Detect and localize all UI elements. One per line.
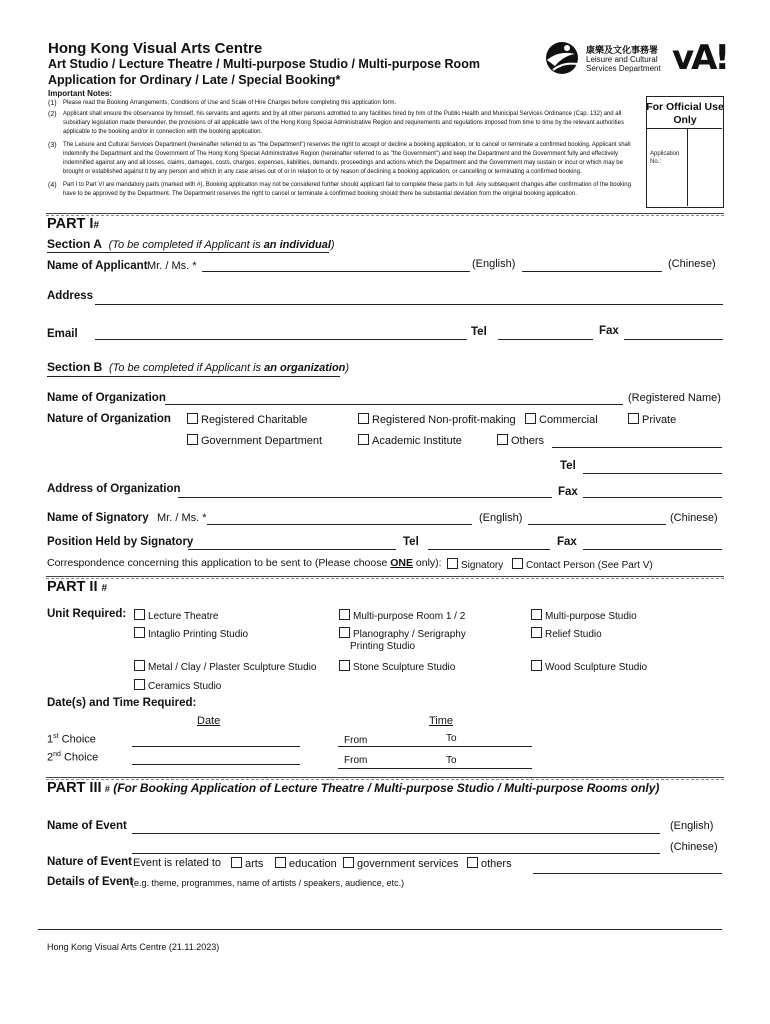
english-label: (English) [472,258,516,270]
lcsd-logo-icon [541,40,583,76]
event-education[interactable]: education [275,857,337,870]
org-tel-field[interactable] [583,473,722,474]
unit-planography-studio-line2: Printing Studio [350,641,416,652]
nature-private[interactable]: Private [628,413,676,426]
official-use-title: For Official Use [646,101,724,113]
event-english-label: (English) [670,820,714,832]
first-choice-from-label: From [344,735,368,746]
org-tel-label: Tel [560,460,576,472]
organization-name-field[interactable] [165,404,623,405]
applicant-name-english-field[interactable] [202,271,470,272]
footer-text: Hong Kong Visual Arts Centre (21.11.2023) [47,942,220,952]
unit-wood-studio[interactable]: Wood Sculpture Studio [531,660,647,673]
lcsd-logo-zh: 康樂及文化事務署 [586,45,659,55]
checkbox-icon[interactable] [531,660,542,671]
first-choice-date-field[interactable] [132,746,300,747]
event-name-english-field[interactable] [132,833,660,834]
checkbox-icon[interactable] [358,413,369,424]
unit-ceramics-studio[interactable]: Ceramics Studio [134,679,221,692]
correspondence-label: Correspondence concerning this application to be sent to (Please choose ONE only): [47,557,442,569]
nature-others[interactable]: Others [497,434,544,447]
event-arts[interactable]: arts [231,857,263,870]
org-fax-field[interactable] [583,497,722,498]
signatory-chinese-label: (Chinese) [670,512,718,524]
event-others-field[interactable] [533,873,722,874]
unit-mp-room[interactable]: Multi-purpose Room 1 / 2 [339,609,465,622]
email-field[interactable] [95,339,467,340]
application-no-label: Application [650,151,680,157]
first-choice-time-field[interactable] [338,746,532,747]
signatory-name-label: Name of Signatory [47,512,149,524]
first-choice-label: 1st Choice [47,733,96,746]
form-title: Hong Kong Visual Arts Centre [48,40,263,57]
vac-logo: vA! [672,38,727,78]
signatory-fax-field[interactable] [583,549,722,550]
event-others[interactable]: others [467,857,512,870]
nature-others-field[interactable] [552,447,722,448]
section-rule [46,576,724,579]
email-label: Email [47,328,78,340]
lcsd-logo-en-line2: Services Department [586,64,661,73]
applicant-title-label: Mr. / Ms. * [147,260,197,272]
part-2-heading: PART II # [47,579,108,595]
checkbox-icon[interactable] [231,857,242,868]
unit-metal-clay-plaster-studio[interactable]: Metal / Clay / Plaster Sculpture Studio [134,660,316,673]
checkbox-icon[interactable] [512,558,523,569]
checkbox-icon[interactable] [531,609,542,620]
unit-relief-studio[interactable]: Relief Studio [531,627,602,640]
address-label: Address [47,290,94,302]
event-chinese-label: (Chinese) [670,841,718,853]
event-name-chinese-field[interactable] [132,853,660,854]
correspond-signatory[interactable]: Signatory [447,558,503,571]
dates-required-label: Date(s) and Time Required: [47,697,197,709]
section-a-underline [47,252,329,253]
unit-intaglio-studio[interactable]: Intaglio Printing Studio [134,627,248,640]
organization-name-label: Name of Organization [47,392,166,404]
event-government-services[interactable]: government services [343,857,459,870]
signatory-tel-label: Tel [403,536,419,548]
fax-field[interactable] [624,339,723,340]
signatory-english-label: (English) [479,512,523,524]
note-item: (3) The Leisure and Cultural Services Department (hereinafter referred to as "the Department") reserves the right to accept or decline a booking application, or to cancel or terminate a confirmed booking. Applicant shall indemnify the Department and the Government of The Hong Kong Special Administrative Region (hereinafter referred to as "the Government") and keep the Department and the Government fully and effectively indemnified against any and all losses, claims, damages, costs, charges, expenses, liabilities, demands, proceedings and actions which the Department and the Government may sustain or incur or which may be brought or established against it by any person and which in any case arises out of or in relation to or by reason of declining a booking application, or cancelling or terminating a confirmed booking. [48,142,631,175]
section-b-underline [47,376,340,377]
second-choice-label: 2nd Choice [47,751,99,764]
org-fax-label: Fax [558,486,578,498]
checkbox-icon[interactable] [628,413,639,424]
lcsd-logo-en-line1: Leisure and Cultural [586,55,658,64]
note-item: (1) Please read the Booking Arrangements, Conditions of Use and Scale of Hire Charges before completing this application form. [48,100,397,107]
signatory-tel-field[interactable] [428,549,550,550]
checkbox-icon[interactable] [275,857,286,868]
checkbox-icon[interactable] [531,627,542,638]
unit-mp-studio[interactable]: Multi-purpose Studio [531,609,637,622]
checkbox-icon[interactable] [447,558,458,569]
checkbox-icon[interactable] [339,609,350,620]
nature-registered-nonprofit[interactable]: Registered Non-profit-making [358,413,516,426]
checkbox-icon[interactable] [187,413,198,424]
section-a-heading: Section A (To be completed if Applicant is an individual) [47,237,335,251]
checkbox-icon[interactable] [525,413,536,424]
second-choice-date-field[interactable] [132,764,300,765]
form-subtitle-booking: Application for Ordinary / Late / Special Booking* [48,73,341,87]
form-subtitle-facilities: Art Studio / Lecture Theatre / Multi-purpose Studio / Multi-purpose Room [48,57,480,71]
checkbox-icon[interactable] [467,857,478,868]
position-label: Position Held by Signatory [47,536,194,548]
checkbox-icon[interactable] [497,434,508,445]
event-details-label: Details of Event [47,876,134,888]
checkbox-icon[interactable] [134,627,145,638]
nature-academic-institute[interactable]: Academic Institute [358,434,462,447]
event-related-label: Event is related to [133,857,222,869]
signatory-name-chinese-field[interactable] [528,524,666,525]
event-name-label: Name of Event [47,820,127,832]
official-use-divider [687,128,688,206]
checkbox-icon[interactable] [343,857,354,868]
notes-title: Important Notes: [48,89,112,98]
unit-lecture-theatre[interactable]: Lecture Theatre [134,609,218,622]
checkbox-icon[interactable] [339,627,350,638]
second-choice-to-label: To [446,755,457,766]
organization-address-label: Address of Organization [47,483,181,495]
unit-stone-studio[interactable]: Stone Sculpture Studio [339,660,455,673]
checkbox-icon[interactable] [134,660,145,671]
organization-address-field[interactable] [178,497,552,498]
organization-nature-label: Nature of Organization [47,413,171,425]
checkbox-icon[interactable] [134,609,145,620]
part-1-heading: PART I# [47,216,100,232]
section-b-heading: Section B (To be completed if Applicant is an organization) [47,360,350,374]
nature-commercial[interactable]: Commercial [525,413,598,426]
checkbox-icon[interactable] [187,434,198,445]
application-no-label-2: No.: [650,159,662,165]
checkbox-icon[interactable] [358,434,369,445]
position-field[interactable] [188,549,396,550]
applicant-name-chinese-field[interactable] [522,271,662,272]
correspond-contact-person[interactable]: Contact Person (See Part V) [512,558,653,571]
official-use-divider [646,128,722,129]
nature-registered-charitable[interactable]: Registered Charitable [187,413,307,426]
signatory-name-english-field[interactable] [207,524,472,525]
tel-label: Tel [471,326,487,338]
note-item: (2) Applicant shall ensure the observance by himself, his servants and agents and by all other persons admitted to any facilities hired by him of the Public Health and Municipal Services Ordinance (Cap. 132) and all subsidiary legislation made thereunder, the provisions of all applicable laws of the Hong Kong Special Administrative Region and requirements and regulations imposed from time to time by the relevant authorities applicable to the booking and/or in connection with the booking application. [48,111,624,135]
unit-planography-studio[interactable]: Planography / Serigraphy [339,627,466,640]
signatory-fax-label: Fax [557,536,577,548]
registered-name-label: (Registered Name) [628,392,721,404]
second-choice-from-label: From [344,755,368,766]
applicant-name-label: Name of Applicant [47,260,148,272]
part-3-heading: PART III # (For Booking Application of Lecture Theatre / Multi-purpose Studio / Multi-purpose Rooms only) [47,780,660,796]
first-choice-to-label: To [446,733,457,744]
chinese-label: (Chinese) [668,258,716,270]
time-column-header: Time [429,715,454,727]
checkbox-icon[interactable] [134,679,145,690]
fax-label: Fax [599,325,619,337]
event-details-hint: (e.g. theme, programmes, name of artists / speakers, audience, etc.) [131,878,405,888]
checkbox-icon[interactable] [339,660,350,671]
event-nature-label: Nature of Event [47,856,132,868]
tel-field[interactable] [498,339,593,340]
signatory-title-label: Mr. / Ms. * [157,512,207,524]
nature-government-department[interactable]: Government Department [187,434,322,447]
second-choice-time-field[interactable] [338,768,532,769]
date-column-header: Date [197,715,221,727]
official-use-title-2: Only [673,114,697,126]
unit-required-label: Unit Required: [47,608,127,620]
note-item: (4) Part I to Part VI are mandatory parts (marked with #). Booking application may not be considered further should applicant fail to complete these parts in full. Any subsequent changes after confirmation of the booking have to be approved by the Department. The Department reserves the right to cancel or terminate a confirmed booking should there be substantial deviation from the original booking application. [48,182,631,197]
address-field[interactable] [95,304,723,305]
section-rule [46,213,724,216]
event-details-field[interactable] [38,929,722,930]
